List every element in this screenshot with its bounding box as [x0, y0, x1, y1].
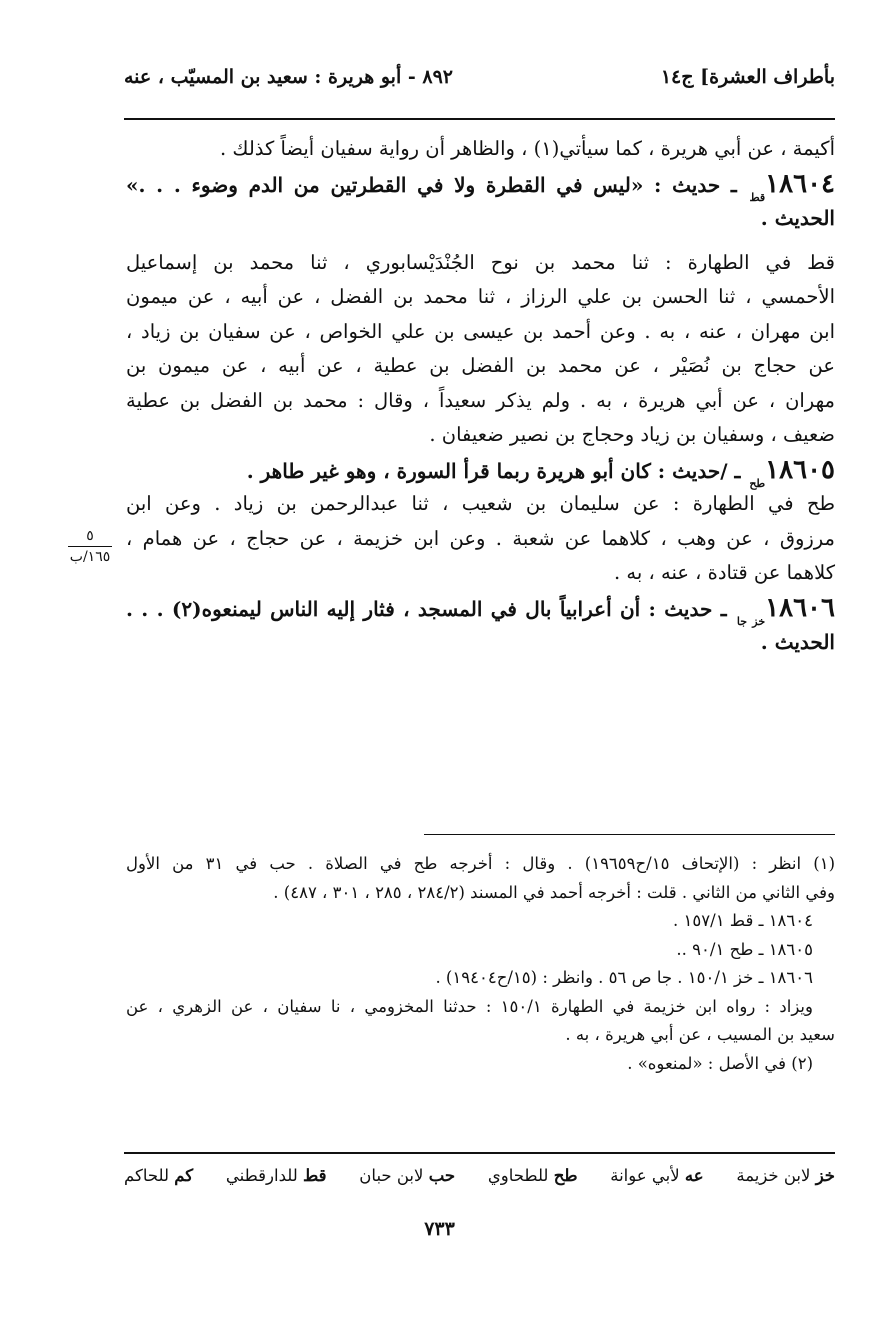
- text-line: الحديث .: [760, 630, 835, 654]
- footnote-line: (٢) في الأصل : «لمنعوه» .: [627, 1053, 813, 1073]
- abbreviation-item: طح للطحاوي: [487, 1166, 578, 1185]
- footnote-separator: [424, 834, 835, 835]
- hadith-heading-18606: [126, 591, 835, 626]
- hadith-title: ـ حديث : «ليس في القطرة ولا في القطرتين من الدم وضوء . . .»: [126, 172, 737, 197]
- footnote-line: ١٨٦٠٦ ـ خز ١٥٠/١ . جا ص ٥٦ . وانظر : (١٥/ح١٩٤٠٤) .: [435, 968, 813, 987]
- abbreviation-rule: [124, 1152, 835, 1154]
- folio-note-top: ٥: [86, 528, 94, 544]
- abbreviation-item: حب لابن حبان: [359, 1166, 456, 1185]
- hadith-heading-18604: [126, 167, 835, 202]
- text-line: كلاهما عن قتادة ، عنه ، به .: [614, 561, 835, 584]
- text-line: ابن مهران ، عنه ، به . وعن أحمد بن عيسى بن علي الخواص ، عن سفيان بن زياد ،: [126, 319, 835, 343]
- source-siglum: قط: [749, 190, 766, 204]
- hadith-number: ١٨٦٠٤: [765, 168, 835, 199]
- main-text: [126, 132, 835, 660]
- footnote-line: (١) انظر : (الإتحاف ١٥/ح١٩٦٥٩) . وقال : أخرجه طح في الصلاة . حب في ٣١ من الأول: [126, 854, 835, 873]
- footnote-line: ١٨٦٠٤ ـ قط ١٥٧/١ .: [673, 911, 813, 930]
- text-line: الحديث .: [760, 206, 835, 230]
- manuscript-folio-note: [60, 528, 120, 565]
- text-line: مرزوق ، عن وهب ، كلاهما عن شعبة . وعن ابن خزيمة ، عن حجاج ، عن همام ،: [126, 526, 835, 550]
- running-header-chapter: ٨٩٢ - أبو هريرة : سعيد بن المسيّب ، عنه: [124, 66, 453, 88]
- text-line: مهران ، عن أبي هريرة ، به . ولم يذكر سعيداً ، وقال : محمد بن الفضل بن عطية: [126, 388, 835, 412]
- hadith-heading-18605: [126, 453, 835, 488]
- text-line: أكيمة ، عن أبي هريرة ، كما سيأتي(١) ، والظاهر أن رواية سفيان أيضاً كذلك .: [219, 137, 835, 160]
- footnotes: [126, 850, 835, 1078]
- hadith-title: ـ حديث : أن أعرابياً بال في المسجد ، فثار إليه الناس ليمنعوه(٢) . . .: [126, 596, 727, 621]
- header-rule: [124, 118, 835, 120]
- abbreviation-item: قط للدارقطني: [225, 1166, 327, 1185]
- abbreviation-item: خز لابن خزيمة: [736, 1166, 835, 1185]
- text-line: قط في الطهارة : ثنا محمد بن نوح الجُنْدَيْسابوري ، ثنا محمد بن إسماعيل: [126, 250, 835, 274]
- footnote-line: سعيد بن المسيب ، عن أبي هريرة ، به .: [565, 1025, 835, 1044]
- abbreviation-item: عه لأبي عوانة: [610, 1166, 704, 1185]
- abbreviation-item: كم للحاكم: [124, 1166, 194, 1185]
- text-line: عن حجاج بن نُصَيْر ، عن محمد بن الفضل بن عطية ، عن أبيه ، عن ميمون بن: [126, 354, 835, 377]
- text-line: ضعيف ، وسفيان بن زياد وحجاج بن نصير ضعيفان .: [429, 423, 835, 446]
- abbreviation-key: [124, 1166, 835, 1185]
- source-siglum: خز جا: [736, 614, 766, 628]
- page-number: ٧٣٣: [424, 1218, 455, 1240]
- footnote-line: ١٨٦٠٥ ـ طح ٩٠/١ ..: [676, 939, 813, 959]
- hadith-number: ١٨٦٠٦: [765, 592, 835, 623]
- hadith-title: ـ /حديث : كان أبو هريرة ربما قرأ السورة ، وهو غير طاهر .: [246, 458, 741, 483]
- text-line: الأحمسي ، ثنا الحسن بن علي الرزاز ، ثنا محمد بن الفضل ، عن أبيه ، عن ميمون: [126, 285, 835, 308]
- folio-note-divider: [68, 546, 112, 547]
- running-header-volume: بأطراف العشرة] ج١٤: [660, 66, 835, 88]
- hadith-number: ١٨٦٠٥: [765, 454, 835, 485]
- footnote-line: ويزاد : رواه ابن خزيمة في الطهارة ١٥٠/١ : حدثنا المخزومي ، نا سفيان ، عن الزهري ، عن: [126, 996, 813, 1016]
- footnote-line: وفي الثاني من الثاني . قلت : أخرجه أحمد في المسند (٢٨٤/٢ ، ٢٨٥ ، ٣٠١ ، ٤٨٧) .: [273, 882, 835, 902]
- source-siglum: طح: [749, 476, 766, 490]
- folio-note-bottom: ١٦٥/ب: [69, 549, 111, 565]
- text-line: طح في الطهارة : عن سليمان بن شعيب ، ثنا عبدالرحمن بن زياد . وعن ابن: [126, 492, 835, 515]
